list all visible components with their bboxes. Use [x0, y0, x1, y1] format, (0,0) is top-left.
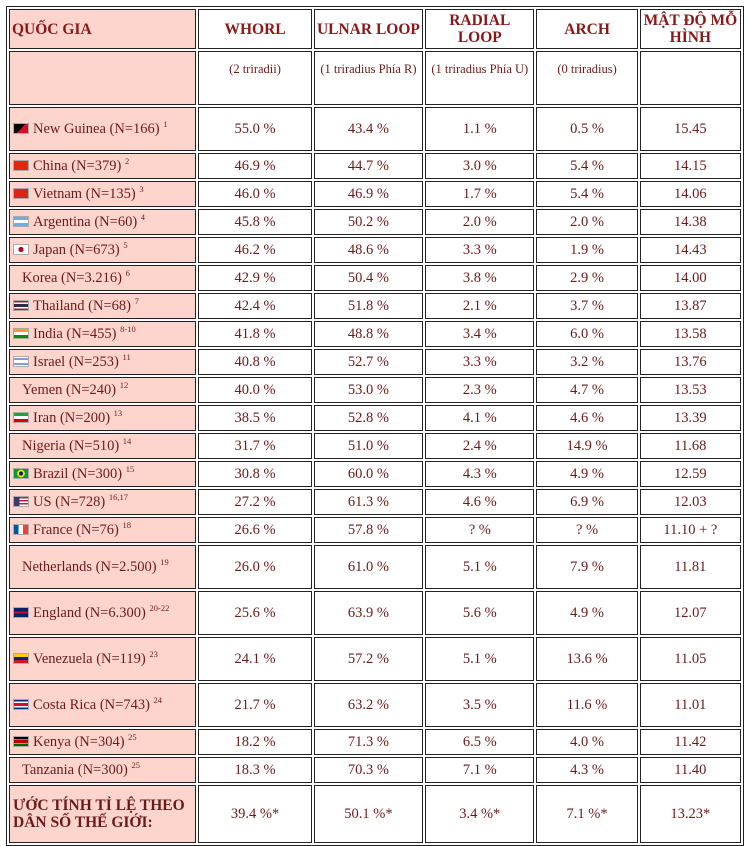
arch-value: 2.0 % [536, 209, 637, 235]
ulnar-value: 70.3 % [314, 757, 423, 783]
arch-value: 3.7 % [536, 293, 637, 319]
country-name: Brazil (N=300) [33, 465, 123, 482]
country-name: England (N=6.300) [33, 604, 146, 621]
ulnar-value: 60.0 % [314, 461, 423, 487]
whorl-value: 46.0 % [198, 181, 311, 207]
ulnar-value: 63.2 % [314, 683, 423, 727]
radial-value: 2.1 % [425, 293, 534, 319]
japan-flag-icon [13, 244, 29, 255]
header-arch: ARCH [536, 9, 637, 49]
png-flag-icon [13, 123, 29, 134]
country-cell [9, 517, 196, 543]
radial-value: ? % [425, 517, 534, 543]
density-value: 12.03 [640, 489, 741, 515]
arch-value: 14.9 % [536, 433, 637, 459]
footer-label: ƯỚC TÍNH TỈ LỆ THEO DÂN SỐ THẾ GIỚI: [9, 785, 196, 843]
subheader-whorl: (2 triradii) [198, 51, 311, 105]
ulnar-value: 71.3 % [314, 729, 423, 755]
country-name: Kenya (N=304) [33, 733, 125, 750]
ulnar-value: 61.0 % [314, 545, 423, 589]
country-cell [9, 293, 196, 319]
radial-value: 3.8 % [425, 265, 534, 291]
table-row [9, 591, 741, 635]
subheader-ulnar: (1 triradius Phía R) [314, 51, 423, 105]
ulnar-value: 43.4 % [314, 107, 423, 151]
arch-value: 13.6 % [536, 637, 637, 681]
country-name: Venezuela (N=119) [33, 650, 146, 667]
ulnar-value: 57.2 % [314, 637, 423, 681]
country-name: Yemen (N=240) [22, 381, 117, 398]
subheader-radial: (1 triradius Phía U) [425, 51, 534, 105]
whorl-value: 18.2 % [198, 729, 311, 755]
country-cell [9, 545, 196, 589]
density-value: 13.76 [640, 349, 741, 375]
subheader-arch: (0 triradius) [536, 51, 637, 105]
country-cell [9, 433, 196, 459]
table-row [9, 757, 741, 783]
arch-value: 5.4 % [536, 153, 637, 179]
arch-value: 2.9 % [536, 265, 637, 291]
arch-value: 3.2 % [536, 349, 637, 375]
citation-number: 15 [125, 463, 135, 474]
country-cell [9, 153, 196, 179]
iran-flag-icon [13, 412, 29, 423]
country-cell [9, 405, 196, 431]
ulnar-value: 52.7 % [314, 349, 423, 375]
whorl-value: 46.2 % [198, 237, 311, 263]
density-value: 14.38 [640, 209, 741, 235]
country-cell [9, 637, 196, 681]
citation-number: 18 [122, 519, 132, 530]
ulnar-value: 44.7 % [314, 153, 423, 179]
country-cell [9, 489, 196, 515]
density-value: 11.10 + ? [640, 517, 741, 543]
costarica-flag-icon [13, 699, 29, 710]
country-cell [9, 377, 196, 403]
header-radial-loop: RADIAL LOOP [425, 9, 534, 49]
density-value: 11.05 [640, 637, 741, 681]
radial-value: 5.1 % [425, 637, 534, 681]
whorl-value: 40.8 % [198, 349, 311, 375]
ulnar-value: 61.3 % [314, 489, 423, 515]
citation-number: 24 [153, 694, 163, 705]
country-name: Nigeria (N=510) [22, 437, 120, 454]
citation-number: 4 [140, 211, 146, 222]
radial-value: 4.1 % [425, 405, 534, 431]
citation-number: 12 [119, 379, 129, 390]
whorl-value: 41.8 % [198, 321, 311, 347]
ulnar-value: 48.6 % [314, 237, 423, 263]
footer-whorl: 39.4 %* [198, 785, 311, 843]
table-row [9, 405, 741, 431]
radial-value: 5.1 % [425, 545, 534, 589]
ulnar-value: 51.8 % [314, 293, 423, 319]
country-cell [9, 237, 196, 263]
ulnar-value: 57.8 % [314, 517, 423, 543]
vietnam-flag-icon [13, 188, 29, 199]
country-cell [9, 461, 196, 487]
arch-value: 11.6 % [536, 683, 637, 727]
table-row [9, 237, 741, 263]
header-density: MẬT ĐỘ MỖ HÌNH [640, 9, 741, 49]
ulnar-value: 63.9 % [314, 591, 423, 635]
table-row [9, 349, 741, 375]
country-cell [9, 729, 196, 755]
ulnar-value: 52.8 % [314, 405, 423, 431]
fingerprint-table [6, 6, 744, 846]
footer-arch: 7.1 %* [536, 785, 637, 843]
citation-number: 13 [113, 407, 123, 418]
whorl-value: 21.7 % [198, 683, 311, 727]
citation-number: 19 [160, 556, 169, 567]
citation-number: 7 [134, 295, 139, 306]
citation-number: 23 [149, 648, 158, 659]
ulnar-value: 46.9 % [314, 181, 423, 207]
venezuela-flag-icon [13, 653, 29, 664]
country-name: Argentina (N=60) [33, 213, 138, 230]
radial-value: 1.7 % [425, 181, 534, 207]
density-value: 13.58 [640, 321, 741, 347]
country-name: Israel (N=253) [33, 353, 119, 370]
footer-radial: 3.4 %* [425, 785, 534, 843]
arch-value: 6.9 % [536, 489, 637, 515]
citation-number: 14 [122, 435, 132, 446]
country-cell [9, 181, 196, 207]
radial-value: 6.5 % [425, 729, 534, 755]
table-row [9, 293, 741, 319]
country-name: China (N=379) [33, 157, 122, 174]
table-row [9, 729, 741, 755]
whorl-value: 55.0 % [198, 107, 311, 151]
arch-value: 4.0 % [536, 729, 637, 755]
country-name: Korea (N=3.216) [22, 269, 122, 286]
density-value: 14.00 [640, 265, 741, 291]
arch-value: 4.9 % [536, 591, 637, 635]
citation-number: 3 [139, 183, 144, 194]
radial-value: 3.3 % [425, 349, 534, 375]
density-value: 13.39 [640, 405, 741, 431]
kenya-flag-icon [13, 736, 29, 747]
arch-value: 4.9 % [536, 461, 637, 487]
radial-value: 4.6 % [425, 489, 534, 515]
ulnar-value: 50.4 % [314, 265, 423, 291]
whorl-value: 30.8 % [198, 461, 311, 487]
country-cell [9, 683, 196, 727]
citation-number: 25 [128, 731, 137, 742]
citation-number: 8-10 [120, 323, 136, 334]
citation-number: 2 [124, 155, 130, 166]
arch-value: 4.3 % [536, 757, 637, 783]
table-row [9, 153, 741, 179]
country-name: Vietnam (N=135) [33, 185, 136, 202]
table-row [9, 209, 741, 235]
arch-value: 6.0 % [536, 321, 637, 347]
citation-number: 25 [131, 759, 140, 770]
density-value: 12.59 [640, 461, 741, 487]
brazil-flag-icon [13, 468, 29, 479]
country-cell [9, 209, 196, 235]
country-name: US (N=728) [33, 493, 106, 510]
table-row [9, 181, 741, 207]
radial-value: 3.0 % [425, 153, 534, 179]
citation-number: 1 [163, 118, 168, 129]
arch-value: 1.9 % [536, 237, 637, 263]
radial-value: 3.4 % [425, 321, 534, 347]
arch-value: 7.9 % [536, 545, 637, 589]
density-value: 11.81 [640, 545, 741, 589]
header-country: QUỐC GIA [9, 9, 196, 49]
thailand-flag-icon [13, 300, 29, 311]
argentina-flag-icon [13, 216, 29, 227]
table-row [9, 433, 741, 459]
arch-value: 4.7 % [536, 377, 637, 403]
country-cell [9, 591, 196, 635]
france-flag-icon [13, 524, 29, 535]
density-value: 11.42 [640, 729, 741, 755]
table-row [9, 637, 741, 681]
density-value: 13.53 [640, 377, 741, 403]
citation-number: 20-22 [149, 602, 170, 613]
country-cell [9, 265, 196, 291]
radial-value: 4.3 % [425, 461, 534, 487]
radial-value: 5.6 % [425, 591, 534, 635]
country-cell [9, 107, 196, 151]
table-row [9, 489, 741, 515]
country-name: Thailand (N=68) [33, 297, 131, 314]
density-value: 14.06 [640, 181, 741, 207]
country-name: Costa Rica (N=743) [33, 696, 150, 713]
table-row [9, 107, 741, 151]
arch-value: 5.4 % [536, 181, 637, 207]
whorl-value: 45.8 % [198, 209, 311, 235]
footer-ulnar: 50.1 %* [314, 785, 423, 843]
table-row [9, 545, 741, 589]
ulnar-value: 48.8 % [314, 321, 423, 347]
whorl-value: 26.0 % [198, 545, 311, 589]
ulnar-value: 50.2 % [314, 209, 423, 235]
table-row [9, 265, 741, 291]
table-row [9, 461, 741, 487]
citation-number: 6 [125, 267, 130, 278]
whorl-value: 24.1 % [198, 637, 311, 681]
table-row [9, 683, 741, 727]
footer-density: 13.23* [640, 785, 741, 843]
density-value: 11.40 [640, 757, 741, 783]
whorl-value: 26.6 % [198, 517, 311, 543]
country-name: Japan (N=673) [33, 241, 120, 258]
arch-value: 4.6 % [536, 405, 637, 431]
density-value: 14.15 [640, 153, 741, 179]
country-name: France (N=76) [33, 521, 119, 538]
density-value: 15.45 [640, 107, 741, 151]
country-name: Netherlands (N=2.500) [22, 558, 157, 575]
ulnar-value: 53.0 % [314, 377, 423, 403]
country-name: Tanzania (N=300) [22, 761, 128, 778]
radial-value: 2.0 % [425, 209, 534, 235]
radial-value: 7.1 % [425, 757, 534, 783]
country-name: Iran (N=200) [33, 409, 111, 426]
ulnar-value: 51.0 % [314, 433, 423, 459]
radial-value: 3.3 % [425, 237, 534, 263]
table-row [9, 517, 741, 543]
country-cell [9, 321, 196, 347]
radial-value: 2.3 % [425, 377, 534, 403]
us-flag-icon [13, 496, 29, 507]
country-cell [9, 349, 196, 375]
citation-number: 11 [122, 351, 131, 362]
radial-value: 3.5 % [425, 683, 534, 727]
density-value: 11.01 [640, 683, 741, 727]
header-ulnar-loop: ULNAR LOOP [314, 9, 423, 49]
country-cell [9, 757, 196, 783]
header-whorl: WHORL [198, 9, 311, 49]
table-row [9, 377, 741, 403]
uk-flag-icon [13, 607, 29, 618]
whorl-value: 31.7 % [198, 433, 311, 459]
china-flag-icon [13, 160, 29, 171]
israel-flag-icon [13, 356, 29, 367]
subheader-density-blank [640, 51, 741, 105]
country-name: India (N=455) [33, 325, 117, 342]
arch-value: 0.5 % [536, 107, 637, 151]
density-value: 11.68 [640, 433, 741, 459]
india-flag-icon [13, 328, 29, 339]
whorl-value: 46.9 % [198, 153, 311, 179]
radial-value: 1.1 % [425, 107, 534, 151]
whorl-value: 38.5 % [198, 405, 311, 431]
density-value: 13.87 [640, 293, 741, 319]
density-value: 14.43 [640, 237, 741, 263]
citation-number: 5 [123, 239, 128, 250]
whorl-value: 40.0 % [198, 377, 311, 403]
whorl-value: 42.4 % [198, 293, 311, 319]
radial-value: 2.4 % [425, 433, 534, 459]
density-value: 12.07 [640, 591, 741, 635]
country-name: New Guinea (N=166) [33, 120, 160, 137]
whorl-value: 27.2 % [198, 489, 311, 515]
whorl-value: 42.9 % [198, 265, 311, 291]
whorl-value: 25.6 % [198, 591, 311, 635]
whorl-value: 18.3 % [198, 757, 311, 783]
subheader-blank [9, 51, 196, 105]
citation-number: 16,17 [108, 491, 128, 502]
table-row [9, 321, 741, 347]
arch-value: ? % [536, 517, 637, 543]
